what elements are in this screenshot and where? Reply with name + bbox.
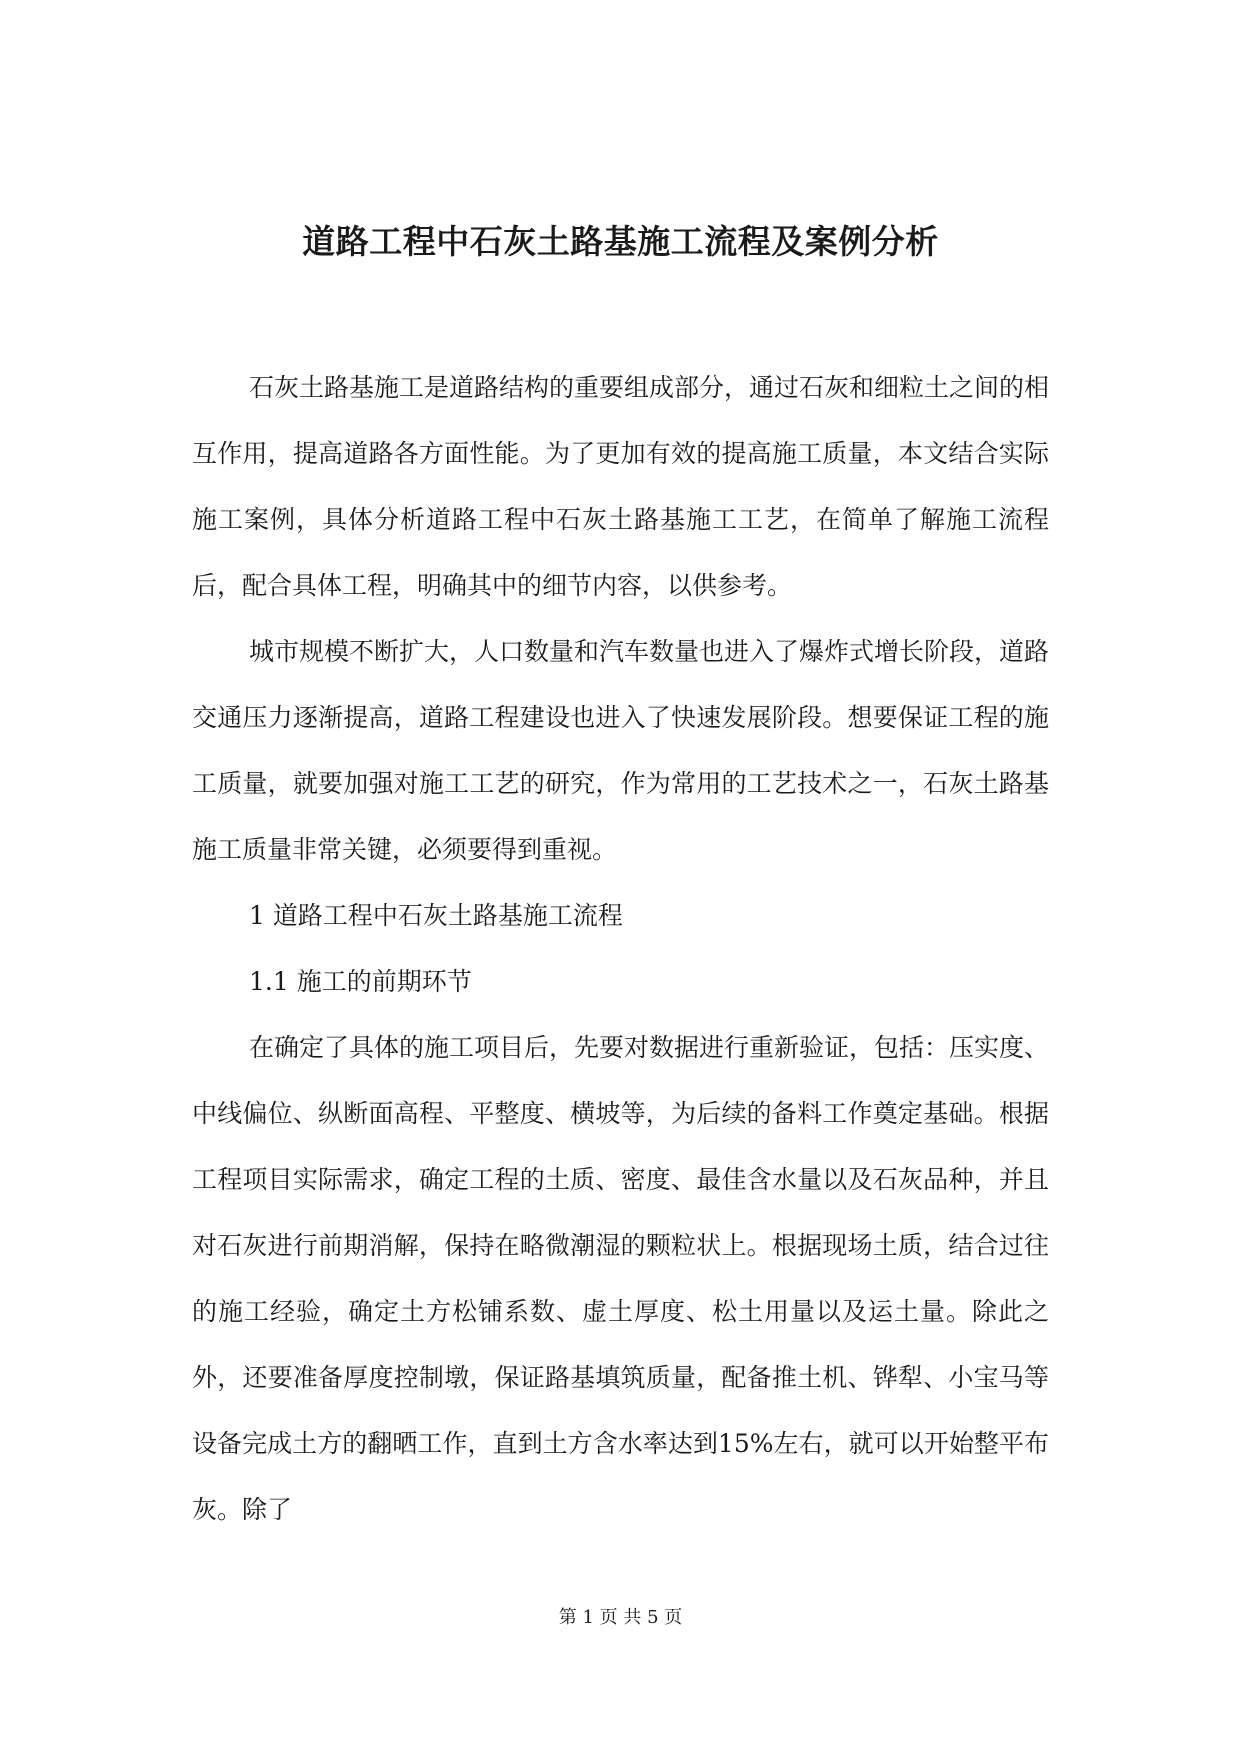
section-heading-1: 1 道路工程中石灰土路基施工流程 (249, 901, 623, 930)
paragraph-preparation: 在确定了具体的施工项目后，先要对数据进行重新验证，包括：压实度、中线偏位、纵断面高程、平整度、横坡等，为后续的备料工作奠定基础。根据工程项目实际需求，确定工程的土质、密度、最佳含水量以及石灰品种，并且对石灰进行前期消解，保持在略微潮湿的颗粒状上。根据现场土质，结合过往的施工经验，确定土方松铺系数、虚土厚度、松土用量以及运土量。除此之外，还要准备厚度控制墩，保证路基填筑质量，配备推土机、铧犁、小宝马等设备完成土方的翻晒工作，直到土方含水率达到15%左右，就可以开始整平布灰。除了 (192, 1033, 1050, 1524)
paragraph-background: 城市规模不断扩大，人口数量和汽车数量也进入了爆炸式增长阶段，道路交通压力逐渐提高，道路工程建设也进入了快速发展阶段。想要保证工程的施工质量，就要加强对施工工艺的研究，作为常用的工艺技术之一，石灰土路基施工质量非常关键，必须要得到重视。 (192, 637, 1050, 864)
section-heading-1-1: 1.1 施工的前期环节 (249, 967, 472, 996)
page-footer: 第 1 页 共 5 页 (558, 1607, 683, 1628)
document-title: 道路工程中石灰土路基施工流程及案例分析 (302, 222, 939, 261)
paragraph-intro: 石灰土路基施工是道路结构的重要组成部分，通过石灰和细粒土之间的相互作用，提高道路各方面性能。为了更加有效的提高施工质量，本文结合实际施工案例，具体分析道路工程中石灰土路基施工工艺，在简单了解施工流程后，配合具体工程，明确其中的细节内容，以供参考。 (192, 373, 1050, 600)
document-body (192, 355, 1049, 1543)
